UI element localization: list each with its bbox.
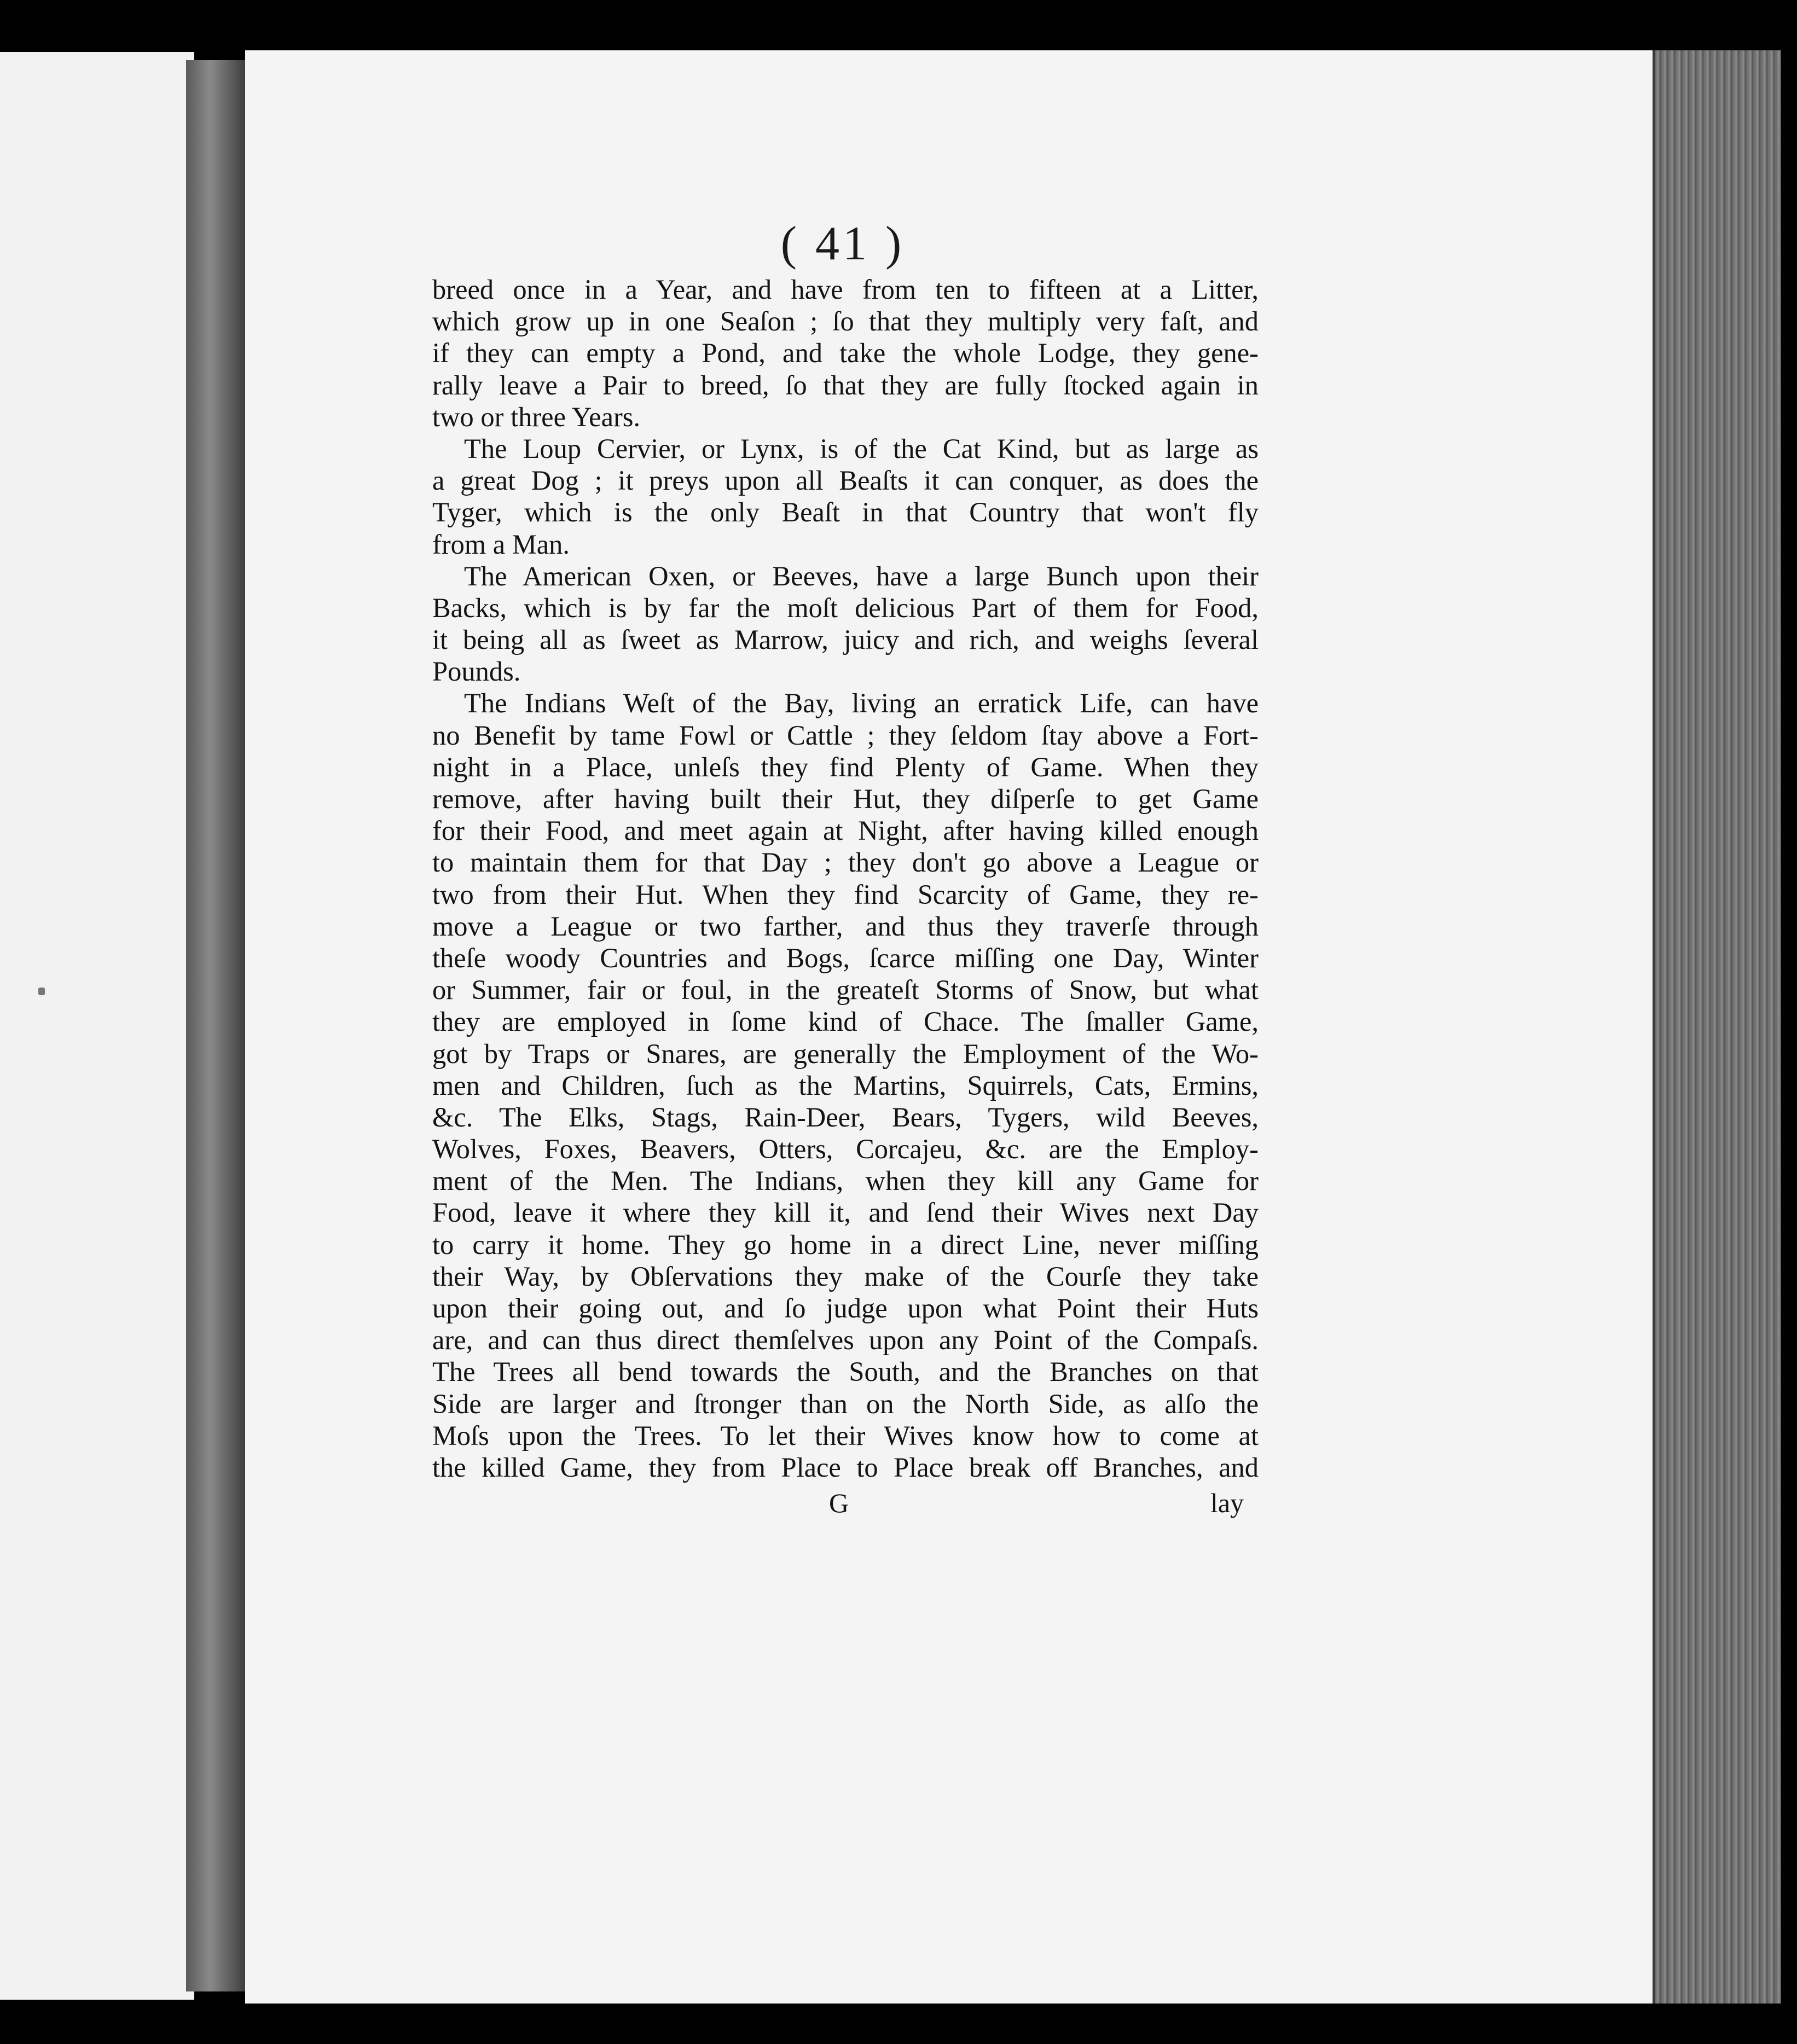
text-line: The Indians Weſt of the Bay, living an erratick Life, can have (464, 688, 1259, 719)
text-line: which grow up in one Seaſon ; ſo that they multiply very faſt, and (432, 306, 1259, 337)
text-line: no Benefit by tame Fowl or Cattle ; they ſeldom ſtay above a Fort- (432, 719, 1259, 751)
text-line: Food, leave it where they kill it, and ſend their Wives next Day (432, 1197, 1259, 1228)
text-line: breed once in a Year, and have from ten to fifteen at a Litter, (432, 274, 1259, 305)
text-line: Tyger, which is the only Beaſt in that Country that won't fly (432, 497, 1259, 528)
text-line: Wolves, Foxes, Beavers, Otters, Corcajeu, &c. are the Employ- (432, 1134, 1259, 1165)
text-line: ment of the Men. The Indians, when they kill any Game for (432, 1165, 1259, 1197)
text-line: upon their going out, and ſo judge upon what Point their Huts (432, 1293, 1259, 1323)
text-line: rally leave a Pair to breed, ſo that they are fully ſtocked again in (432, 369, 1259, 400)
text-line: theſe woody Countries and Bogs, ſcarce miſſing one Day, Winter (432, 942, 1259, 973)
catchword: lay (1210, 1488, 1244, 1518)
text-line: two from their Hut. When they find Scarcity of Game, they re- (432, 879, 1259, 910)
text-line: they are employed in ſome kind of Chace. The ſmaller Game, (432, 1006, 1259, 1037)
text-line: Side are larger and ſtronger than on the North Side, as alſo the (432, 1388, 1259, 1419)
left-page (0, 52, 194, 2000)
text-line: move a League or two farther, and thus they traverſe through (432, 910, 1259, 942)
body-text (432, 274, 1259, 1483)
book-gutter (186, 60, 246, 1991)
text-line: The American Oxen, or Beeves, have a large Bunch upon their (464, 560, 1259, 591)
text-line: to carry it home. They go home in a direct Line, never miſſing (432, 1229, 1259, 1260)
text-line: if they can empty a Pond, and take the whole Lodge, they gene- (432, 338, 1259, 369)
text-line: or Summer, fair or foul, in the greateſt Storms of Snow, but what (432, 974, 1259, 1006)
page-number: ( 41 ) (780, 217, 905, 270)
text-line: remove, after having built their Hut, they diſperſe to get Game (432, 783, 1259, 814)
text-line: it being all as ſweet as Marrow, juicy and rich, and weighs ſeveral (432, 624, 1259, 655)
text-line: &c. The Elks, Stags, Rain-Deer, Bears, Tygers, wild Beeves, (432, 1101, 1259, 1133)
text-line: night in a Place, unleſs they find Plenty of Game. When they (432, 751, 1259, 782)
text-line: their Way, by Obſervations they make of the Courſe they take (432, 1261, 1259, 1292)
text-line: The Loup Cervier, or Lynx, is of the Cat Kind, but as large as (464, 433, 1259, 464)
text-line: the killed Game, they from Place to Place break off Branches, and (432, 1451, 1259, 1483)
text-line: The Trees all bend towards the South, and the Branches on that (432, 1356, 1259, 1387)
text-line: a great Dog ; it preys upon all Beaſts it can conquer, as does the (432, 465, 1259, 496)
text-line: from a Man. (432, 529, 570, 560)
signature-mark: G (829, 1488, 849, 1518)
text-line: to maintain them for that Day ; they don't go above a League or (432, 847, 1259, 878)
text-line: are, and can thus direct themſelves upon any Point of the Compaſs. (432, 1325, 1259, 1356)
text-line: Pounds. (432, 656, 521, 687)
text-line: men and Children, ſuch as the Martins, Squirrels, Cats, Ermins, (432, 1070, 1259, 1101)
text-line: two or three Years. (432, 401, 641, 432)
page-edges (1655, 50, 1781, 2004)
text-line: Backs, which is by far the moſt delicious Part of them for Food, (432, 592, 1259, 623)
text-line: got by Traps or Snares, are generally the Employment of the Wo- (432, 1038, 1259, 1069)
text-line: for their Food, and meet again at Night, after having killed enough (432, 815, 1259, 846)
text-line: Moſs upon the Trees. To let their Wives know how to come at (432, 1420, 1259, 1451)
page-mark (38, 988, 45, 995)
